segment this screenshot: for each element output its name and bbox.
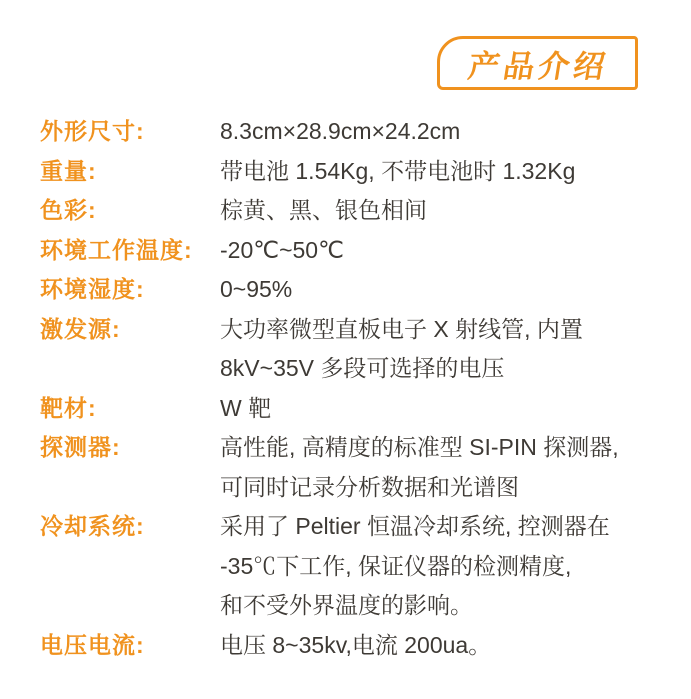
spec-row <box>40 112 670 152</box>
spec-value-line: 0~95% <box>220 276 293 302</box>
spec-value <box>220 152 575 192</box>
spec-list <box>40 112 670 665</box>
spec-value <box>220 626 491 666</box>
spec-row <box>40 231 670 271</box>
spec-row <box>40 507 670 626</box>
spec-value <box>220 112 460 152</box>
spec-value <box>220 191 427 231</box>
spec-value <box>220 270 292 310</box>
spec-label: 靶材: <box>40 394 97 421</box>
spec-value-line: 棕黄、黑、银色相间 <box>220 197 427 223</box>
spec-value-line: -35℃下工作, 保证仪器的检测精度, <box>220 552 572 579</box>
spec-value-line: 带电池 1.54Kg, 不带电池时 1.32Kg <box>220 157 576 184</box>
spec-label: 环境工作温度: <box>40 236 193 263</box>
spec-value-line: -20℃~50℃ <box>220 236 344 263</box>
spec-value-line: 大功率微型直板电子 X 射线管, 内置 <box>220 315 583 342</box>
spec-row <box>40 270 670 310</box>
spec-value <box>220 507 610 626</box>
spec-value-line: 和不受外界温度的影响。 <box>220 592 473 618</box>
product-intro-badge <box>437 36 638 90</box>
spec-row <box>40 310 670 389</box>
spec-row <box>40 626 670 666</box>
spec-value-line: 8kV~35V 多段可选择的电压 <box>220 355 505 381</box>
spec-row <box>40 191 670 231</box>
spec-value-line: 采用了 Peltier 恒温冷却系统, 控测器在 <box>220 513 610 539</box>
spec-value-line: 电压 8~35kv,电流 200ua。 <box>220 631 492 658</box>
spec-value <box>220 310 583 389</box>
spec-row <box>40 428 670 507</box>
spec-label: 外形尺寸: <box>40 118 145 144</box>
spec-row <box>40 389 670 429</box>
spec-value-line: 高性能, 高精度的标准型 SI-PIN 探测器, <box>220 434 619 460</box>
spec-label: 色彩: <box>40 197 97 223</box>
product-intro-badge-label: 产品介绍 <box>465 48 611 84</box>
spec-label: 重量: <box>40 157 97 184</box>
spec-value <box>220 231 344 271</box>
spec-label: 电压电流: <box>40 631 145 658</box>
spec-label: 冷却系统: <box>40 513 145 539</box>
spec-label: 激发源: <box>40 315 121 342</box>
spec-value <box>220 428 619 507</box>
spec-row <box>40 152 670 192</box>
spec-value-line: 8.3cm×28.9cm×24.2cm <box>220 118 461 144</box>
spec-label: 环境湿度: <box>40 276 145 302</box>
spec-label: 探测器: <box>40 434 121 460</box>
spec-value-line: 可同时记录分析数据和光谱图 <box>220 473 519 500</box>
spec-value <box>220 389 271 429</box>
spec-value-line: W 靶 <box>220 394 272 421</box>
